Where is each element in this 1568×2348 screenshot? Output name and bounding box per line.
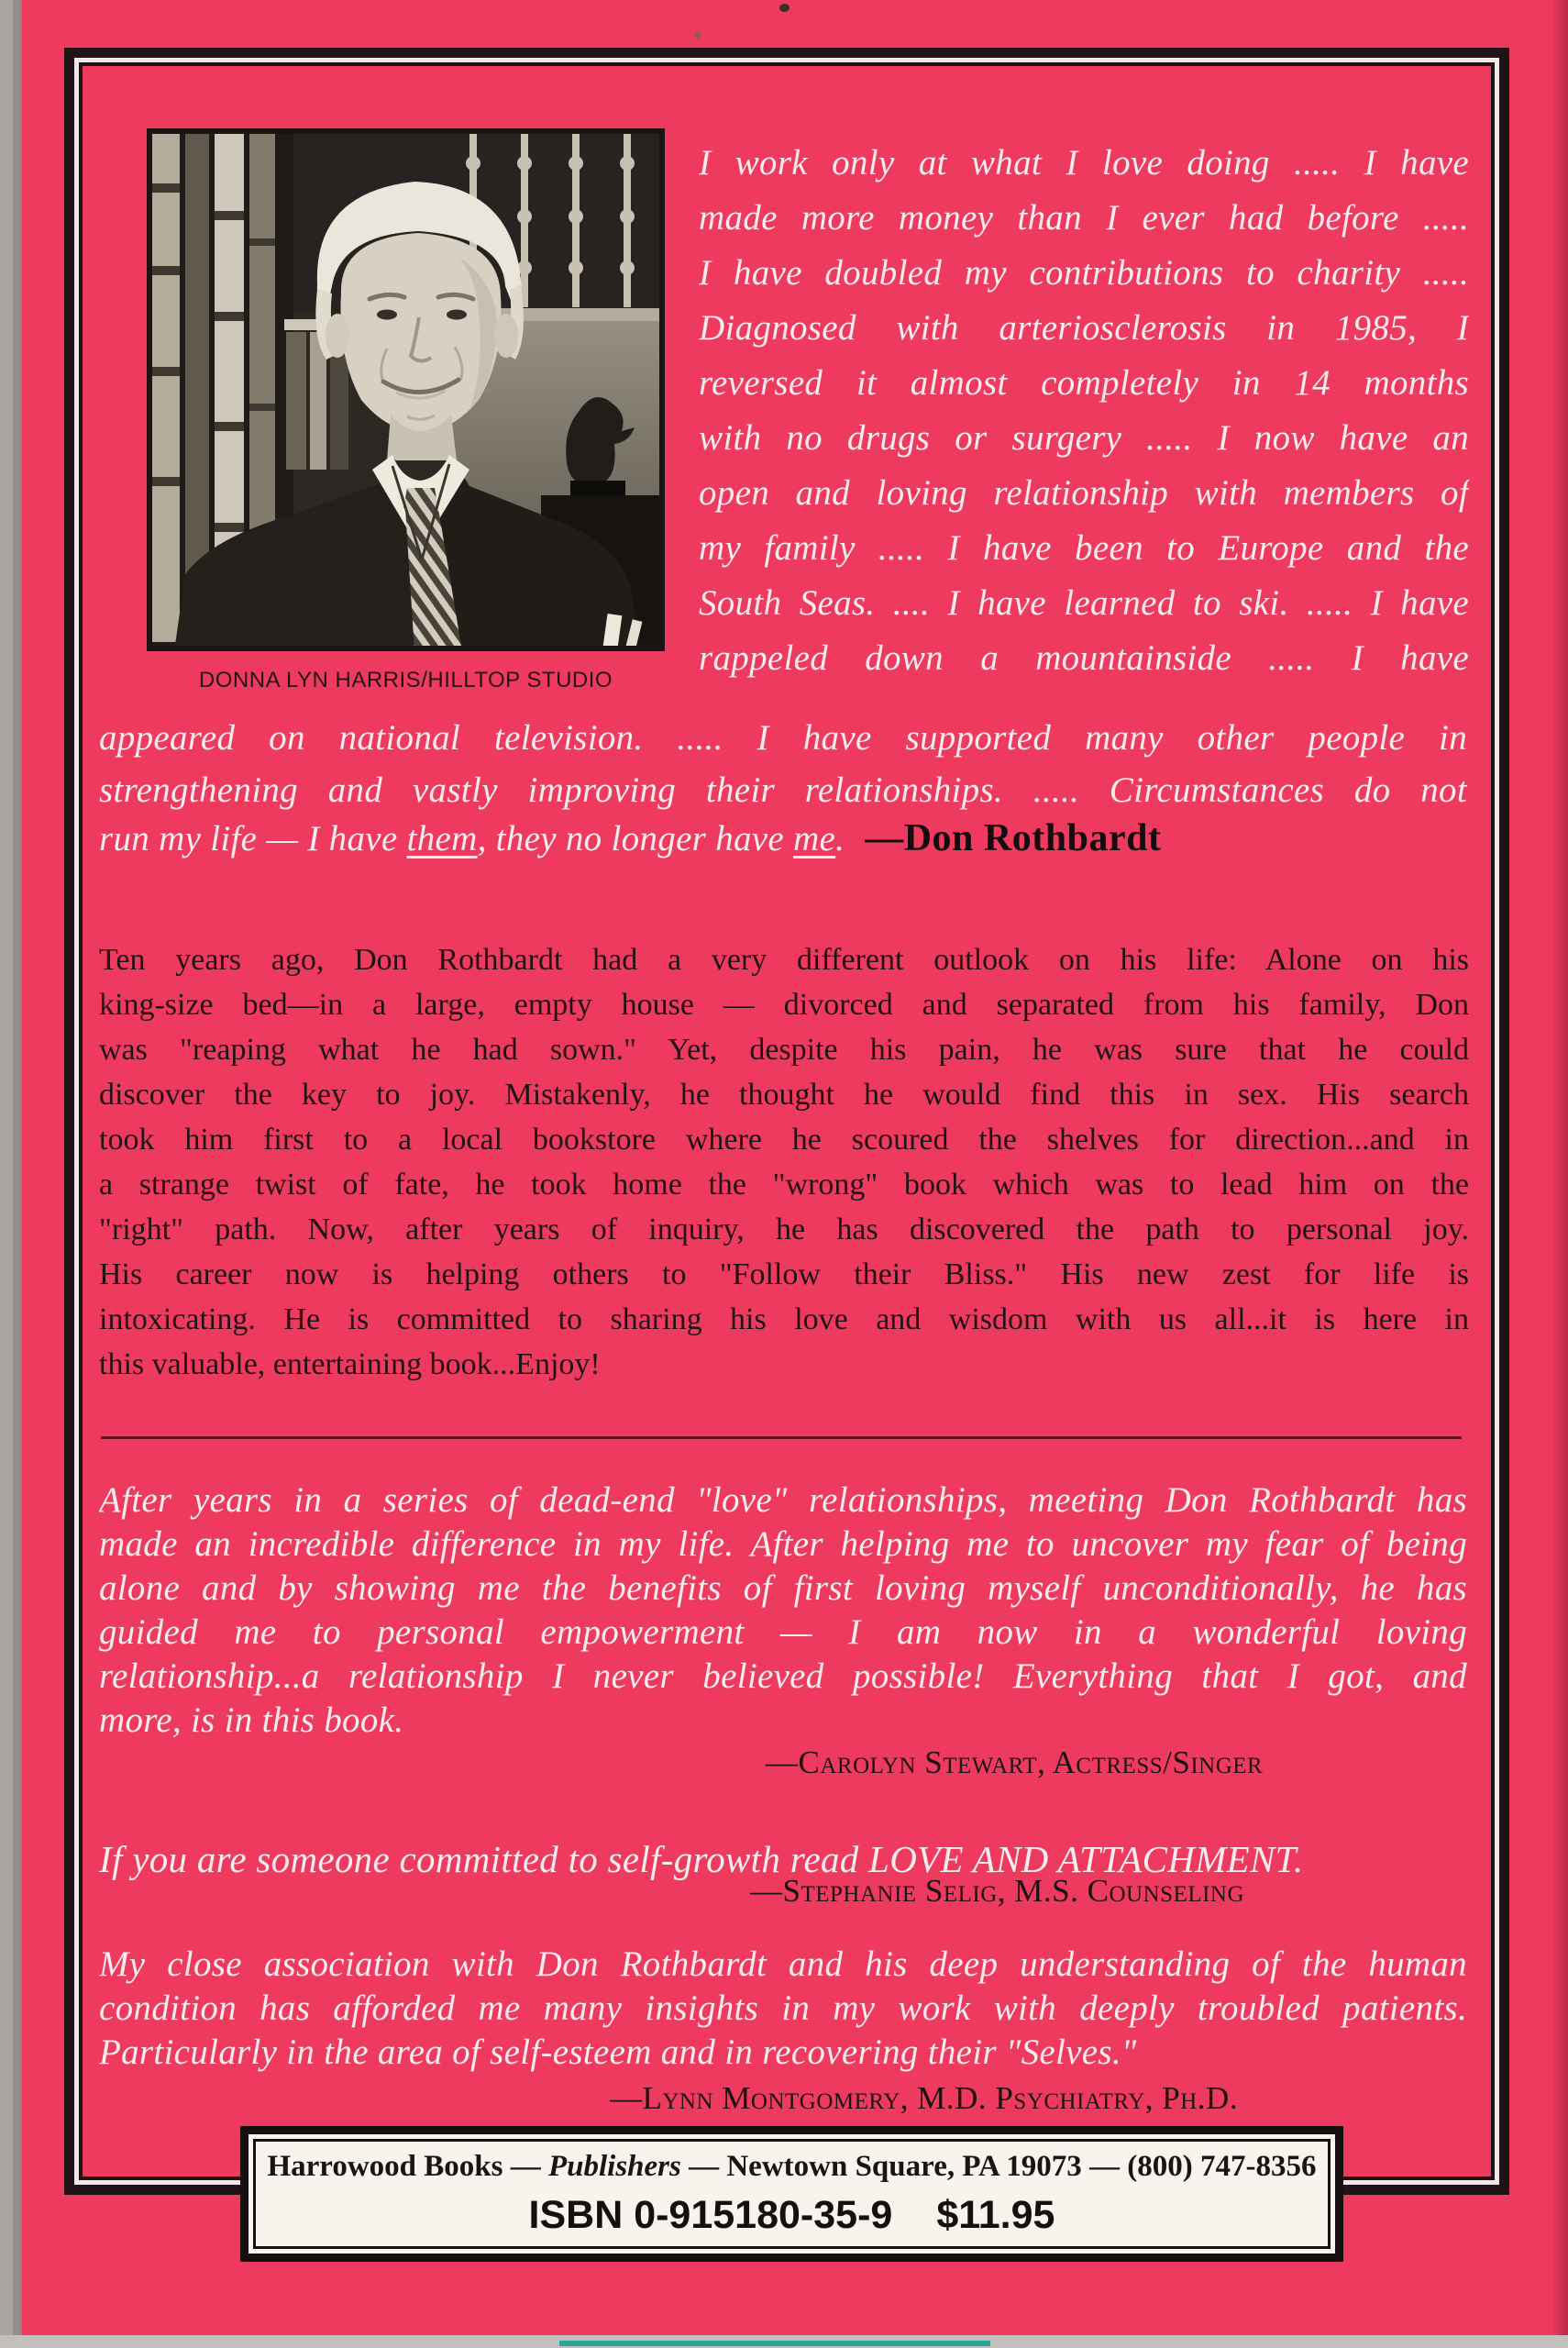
synopsis-line: king-size bed—in a large, empty house — divorced and separated from his family, Don [99,988,1469,1022]
quote-underlined-word: me [793,819,836,858]
scan-artifact [559,2341,990,2346]
synopsis-line: "right" path. Now, after years of inquiry, he has discovered the path to personal joy. [99,1213,1469,1246]
publisher-role: Publishers [547,2150,681,2184]
quote-underlined-word: them [406,819,478,858]
quote-line: South Seas. .... I have learned to ski. ..... I have [699,583,1469,623]
quote-line: made more money than I ever had before ..... [699,198,1469,238]
publisher-name: Harrowood Books — [267,2150,548,2184]
photo-caption: DONNA LYN HARRIS/HILLTOP STUDIO [198,668,613,692]
synopsis-line: was "reaping what he had sown." Yet, despite his pain, he was sure that he could [99,1033,1469,1067]
attribution-stephanie-selig: —Stephanie Selig, M.S. Counseling [750,1873,1245,1909]
testimonial-line: After years in a series of dead-end "love" relationships, meeting Don Rothbardt has [99,1480,1467,1520]
quote-line: reversed it almost completely in 14 months [699,363,1469,403]
testimonial-carolyn-stewart [99,1479,1467,1743]
isbn-line [529,2193,1055,2238]
scan-speck [779,4,790,12]
attribution-carolyn-stewart: —Carolyn Stewart, Actress/Singer [766,1744,1264,1780]
synopsis-line: discover the key to joy. Mistakenly, he thought he would find this in sex. His search [99,1078,1469,1112]
testimonial-line: relationship...a relationship I never believed possible! Everything that I got, and [99,1656,1467,1696]
publisher-address: — Newtown Square, PA 19073 — (800) 747-8356 [680,2150,1317,2184]
portrait-photo [147,128,665,651]
publisher-isbn-box-inner [253,2139,1331,2249]
testimonial-lynn-montgomery [99,1943,1467,2075]
testimonial-line: Particularly in the area of self-esteem and in recovering their "Selves." [99,2032,1137,2072]
testimonial-line: more, is in this book. [99,1700,404,1740]
testimonial-line: alone and by showing me the benefits of first loving myself unconditionally, he has [99,1568,1467,1608]
synopsis-line: a strange twist of fate, he took home the "wrong" book which was to lead him on the [99,1168,1469,1202]
quote-line: I work only at what I love doing ..... I have [699,143,1469,183]
author-quote-continuation [99,712,1467,860]
scan-right-shadow [1551,0,1568,2335]
quote-text: . [835,819,845,858]
synopsis-line: His career now is helping others to "Follow their Bliss." His new zest for life is [99,1257,1469,1291]
quote-line: with no drugs or surgery ..... I now have an [699,418,1469,458]
scan-speck [694,31,701,39]
quote-line: I have doubled my contributions to charity ..... [699,253,1469,293]
synopsis-line: Ten years ago, Don Rothbardt had a very different outlook on his life: Alone on his [99,943,1469,977]
testimonial-line: My close association with Don Rothbardt and his deep understanding of the human [99,1944,1467,1984]
quote-line: rappeled down a mountainside ..... I have [699,638,1469,678]
isbn-number: ISBN 0-915180-35-9 [528,2192,893,2237]
synopsis-line: took him first to a local bookstore where he scoured the shelves for direction...and in [99,1123,1469,1157]
price: $11.95 [936,2192,1055,2237]
testimonial-line: guided me to personal empowerment — I am now in a wonderful loving [99,1612,1467,1652]
synopsis-line: this valuable, entertaining book...Enjoy! [99,1347,601,1381]
quote-line: Diagnosed with arteriosclerosis in 1985, I [699,308,1469,348]
publisher-line [267,2150,1316,2184]
quote-line: my family ..... I have been to Europe and the [699,528,1469,568]
testimonial-line: made an incredible difference in my life. After helping me to uncover my fear of being [99,1524,1467,1564]
synopsis-paragraph [99,937,1469,1387]
author-quote-attribution: —Don Rothbardt [865,817,1162,859]
testimonial-line: If you are someone committed to self-growth read LOVE AND ATTACHMENT. [99,1838,1304,1880]
quote-last-line [99,816,1467,860]
portrait-photo-art [147,128,665,651]
scan-left-shadow [13,0,22,2335]
attribution-lynn-montgomery: —Lynn Montgomery, M.D. Psychiatry, Ph.D. [610,2080,1239,2116]
quote-text: run my life — I have [99,819,407,858]
synopsis-line: intoxicating. He is committed to sharing his love and wisdom with us all...it is here in [99,1302,1469,1336]
quote-line: appeared on national television. ..... I have supported many other people in [99,718,1467,758]
quote-line: open and loving relationship with members of [699,473,1469,513]
quote-line: strengthening and vastly improving their relationships. ..... Circumstances do not [99,770,1467,810]
author-quote-column [699,136,1469,686]
quote-text: , they no longer have [477,819,794,858]
divider-rule [101,1436,1462,1439]
testimonial-line: condition has afforded me many insights in my work with deeply troubled patients. [99,1988,1467,2028]
publisher-isbn-box [240,2126,1343,2262]
